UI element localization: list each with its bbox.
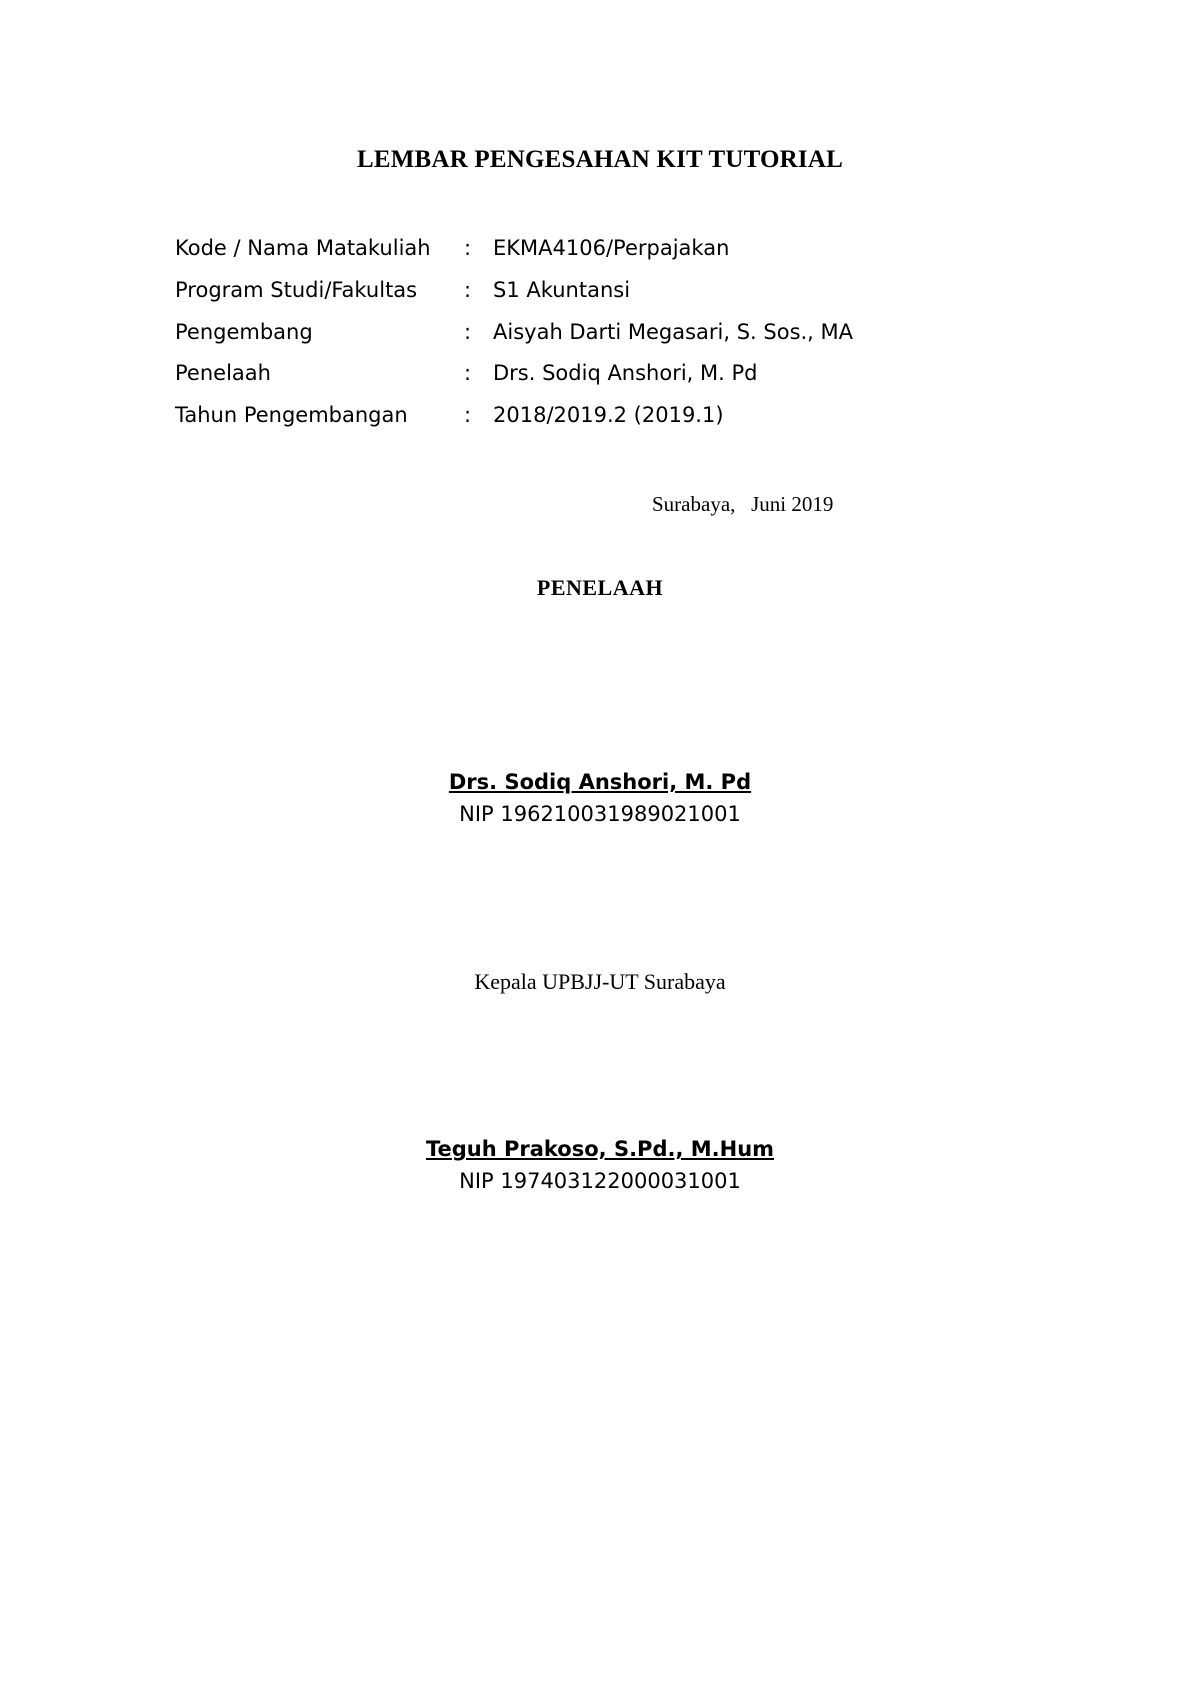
info-label: Kode / Nama Matakuliah bbox=[175, 236, 431, 260]
reviewer-heading: PENELAAH bbox=[536, 575, 664, 600]
head-nip: NIP 197403122000031001 bbox=[459, 1169, 741, 1193]
head-title: Kepala UPBJJ-UT Surabaya bbox=[474, 969, 726, 994]
info-value: 2018/2019.2 (2019.1) bbox=[493, 403, 724, 427]
info-row-year bbox=[0, 403, 1200, 439]
info-colon: : bbox=[464, 361, 472, 385]
info-value: Drs. Sodiq Anshori, M. Pd bbox=[493, 361, 758, 385]
info-label: Tahun Pengembangan bbox=[175, 403, 408, 427]
reviewer-nip: NIP 196210031989021001 bbox=[459, 802, 741, 826]
info-row-program bbox=[0, 278, 1200, 314]
place-date: Surabaya, Juni 2019 bbox=[652, 492, 834, 516]
head-name: Teguh Prakoso, S.Pd., M.Hum bbox=[425, 1137, 775, 1161]
info-colon: : bbox=[464, 320, 472, 344]
info-colon: : bbox=[464, 403, 472, 427]
info-colon: : bbox=[464, 236, 472, 260]
reviewer-name: Drs. Sodiq Anshori, M. Pd bbox=[448, 770, 752, 794]
info-row-reviewer bbox=[0, 361, 1200, 397]
info-label: Program Studi/Fakultas bbox=[175, 278, 418, 302]
info-value: Aisyah Darti Megasari, S. Sos., MA bbox=[493, 320, 854, 344]
info-value: S1 Akuntansi bbox=[493, 278, 631, 302]
info-row-developer bbox=[0, 320, 1200, 356]
info-row-course bbox=[0, 236, 1200, 272]
info-colon: : bbox=[464, 278, 472, 302]
document-title: LEMBAR PENGESAHAN KIT TUTORIAL bbox=[357, 146, 843, 173]
info-label: Penelaah bbox=[175, 361, 271, 385]
info-value: EKMA4106/Perpajakan bbox=[493, 236, 730, 260]
info-label: Pengembang bbox=[175, 320, 313, 344]
